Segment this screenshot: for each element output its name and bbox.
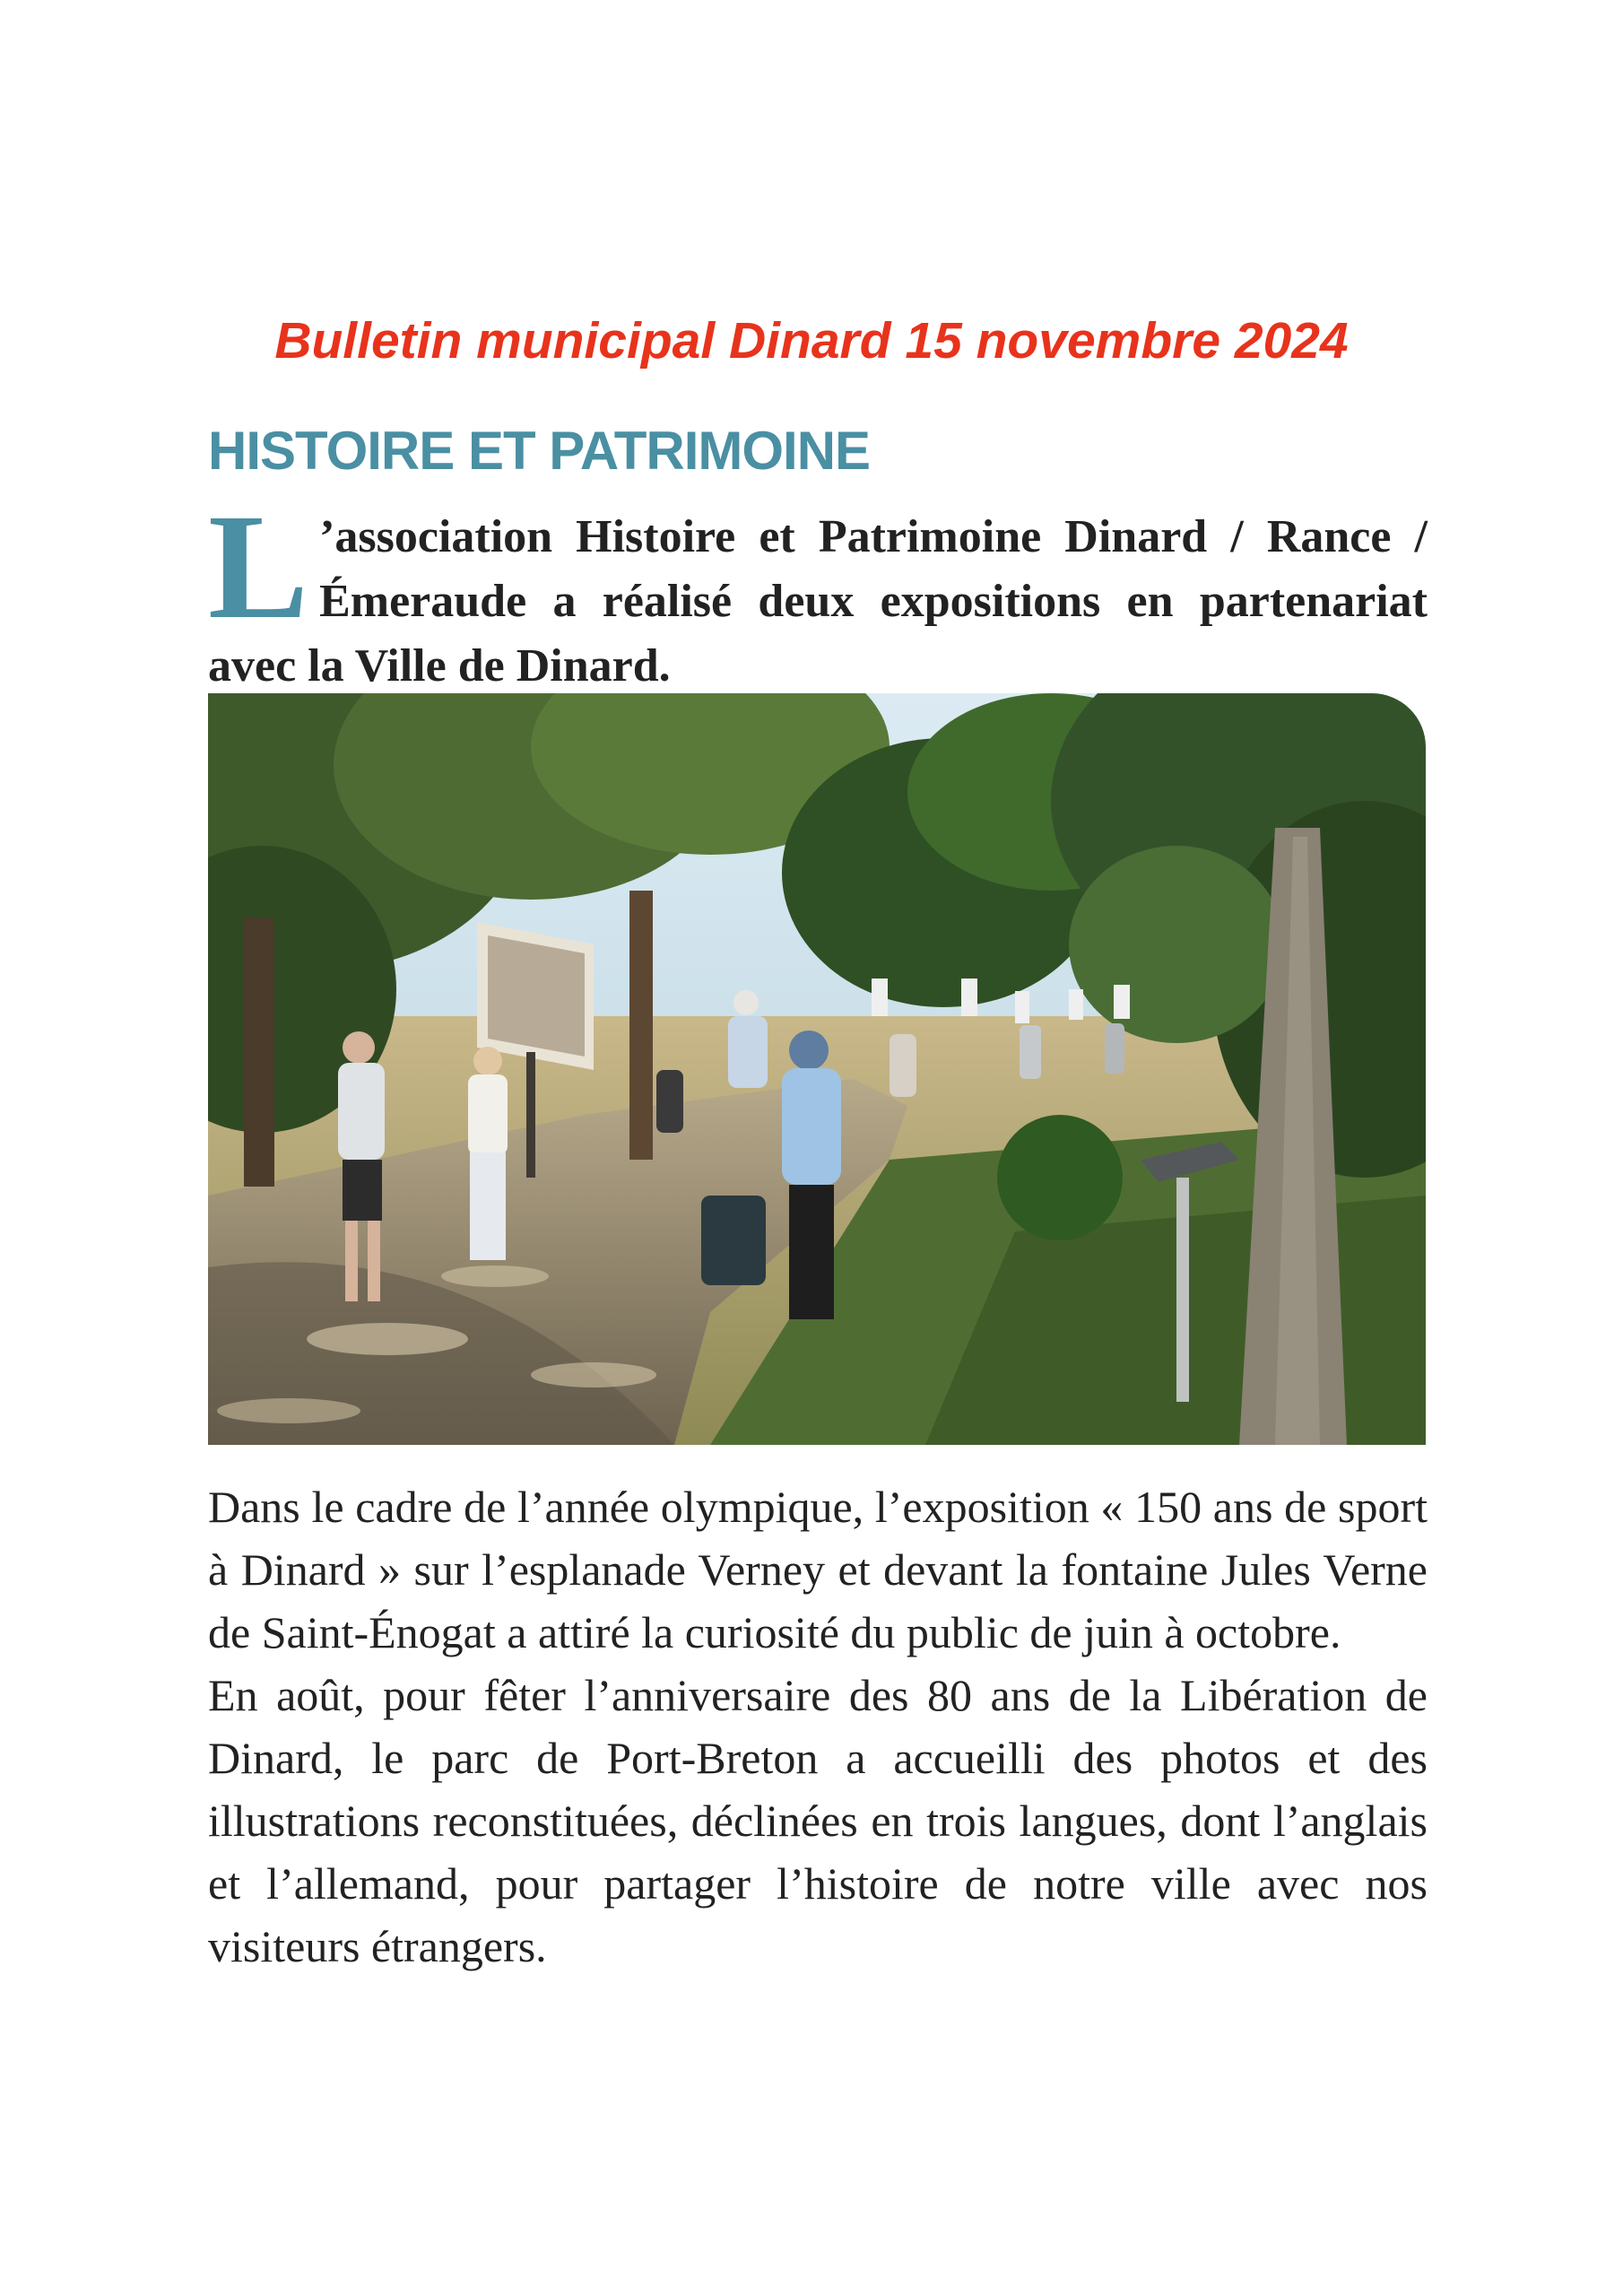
bulletin-header: Bulletin municipal Dinard 15 novembre 2024 <box>274 312 1349 370</box>
paragraph-olympic-exhibition: Dans le cadre de l’année olympique, l’exposition « 150 ans de sport à Dinard » sur l’esplanade Verney et devant la fontaine Jules Verne de Saint-Énogat a attiré la curiosité du public de juin à octobre. <box>208 1482 1428 1657</box>
intro-paragraph <box>208 483 1428 699</box>
intro-text: ’association Histoire et Patrimoine Dinard / Rance / Émeraude a réalisé deux expositions en partenariat avec la Ville de Dinard. <box>208 511 1428 691</box>
drop-cap: L <box>208 483 309 650</box>
paragraph-liberation-exhibition: En août, pour fêter l’anniversaire des 80 ans de la Libération de Dinard, le parc de Port-Breton a accueilli des photos et des illustrations reconstituées, déclinées en trois langues, dont l’anglais et l’allemand, pour partager l’histoire de notre ville avec nos visiteurs étrangers. <box>208 1670 1428 1971</box>
exhibition-photo <box>208 693 1426 1445</box>
section-title: HISTOIRE ET PATRIMOINE <box>208 421 871 481</box>
article-body <box>208 1475 1428 1978</box>
